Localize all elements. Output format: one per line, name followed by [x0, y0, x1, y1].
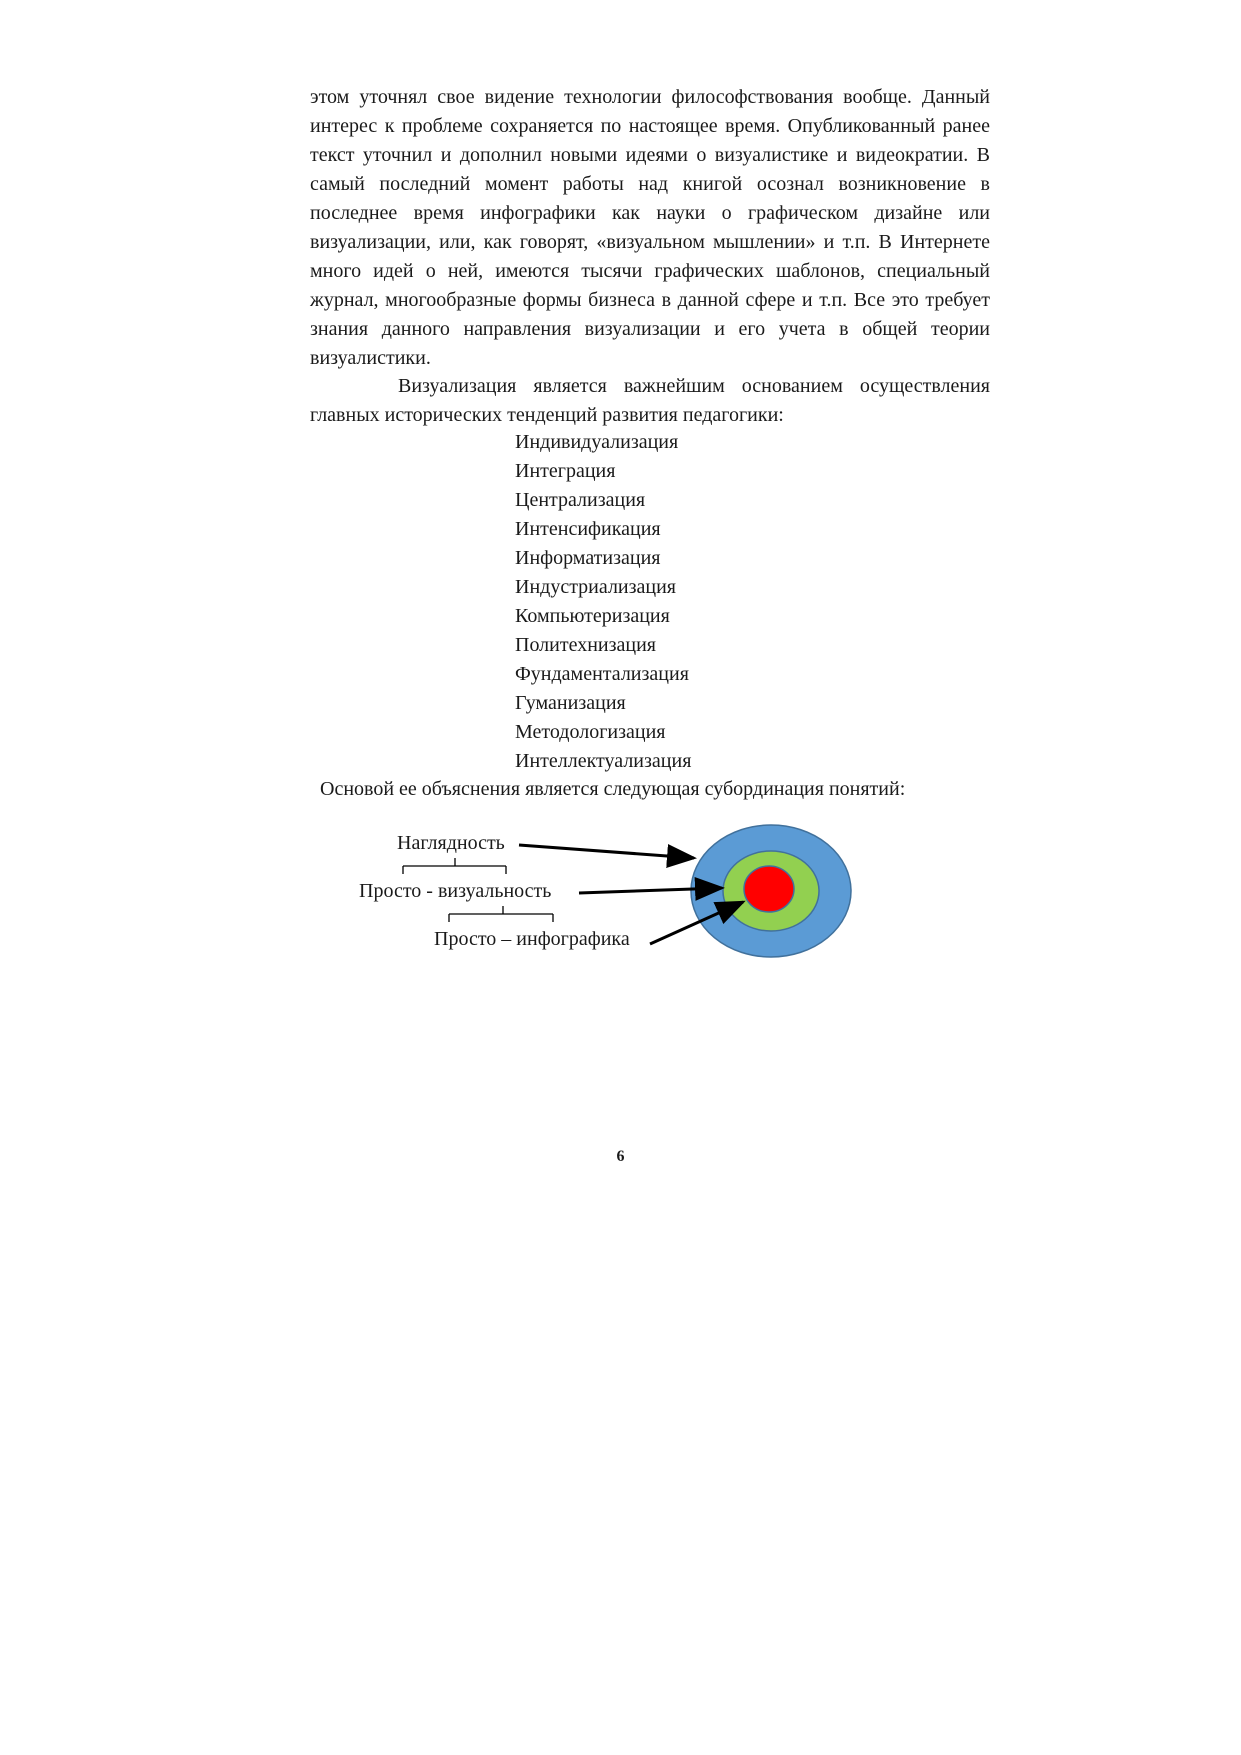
- subordination-lead-line: Основой ее объяснения является следующая субординация понятий:: [320, 778, 906, 800]
- list-item: Интеллектуализация: [515, 750, 692, 772]
- body-paragraph-2: Визуализация является важнейшим основанием осуществления главных исторических тенденций развития педагогики:: [310, 375, 990, 426]
- list-item: Политехнизация: [515, 634, 657, 656]
- body-paragraph-1: этом уточнял свое видение технологии философствования вообще. Данный интерес к проблеме сохраняется по настоящее время. Опубликованный ранее текст уточнил и дополнил новыми идеями о визуалистике и видеократии. В самый последний момент работы над книгой осознал возникновение в последнее время инфографики как науки о графическом дизайне или визуализации, или, как говорят, «визуальном мышлении» и т.п. В Интернете много идей о ней, имеются тысячи графических шаблонов, специальный журнал, многообразные формы бизнеса в данной сфере и т.п. Все это требует знания данного направления визуализации и его учета в общей теории визуалистики.: [310, 86, 990, 369]
- list-item: Фундаментализация: [515, 663, 689, 685]
- bracket-visuality: [449, 906, 553, 922]
- list-item: Индустриализация: [515, 576, 677, 598]
- list-item: Гуманизация: [515, 692, 626, 714]
- list-item: Централизация: [515, 489, 646, 511]
- page-number: 6: [616, 1148, 625, 1165]
- list-item: Компьютеризация: [515, 605, 670, 627]
- inner-ellipse-infographics: [744, 866, 794, 912]
- bracket-visibility: [403, 858, 506, 874]
- label-infographics: Просто – инфографика: [434, 928, 630, 950]
- list-item: Информатизация: [515, 547, 661, 569]
- list-item: Интенсификация: [515, 518, 661, 540]
- list-item: Интеграция: [515, 460, 616, 482]
- list-item: Индивидуализация: [515, 431, 679, 453]
- label-visibility: Наглядность: [397, 832, 505, 854]
- arrow-to-outer-ellipse: [519, 845, 694, 858]
- label-visuality: Просто - визуальность: [359, 880, 552, 902]
- list-item: Методологизация: [515, 721, 666, 743]
